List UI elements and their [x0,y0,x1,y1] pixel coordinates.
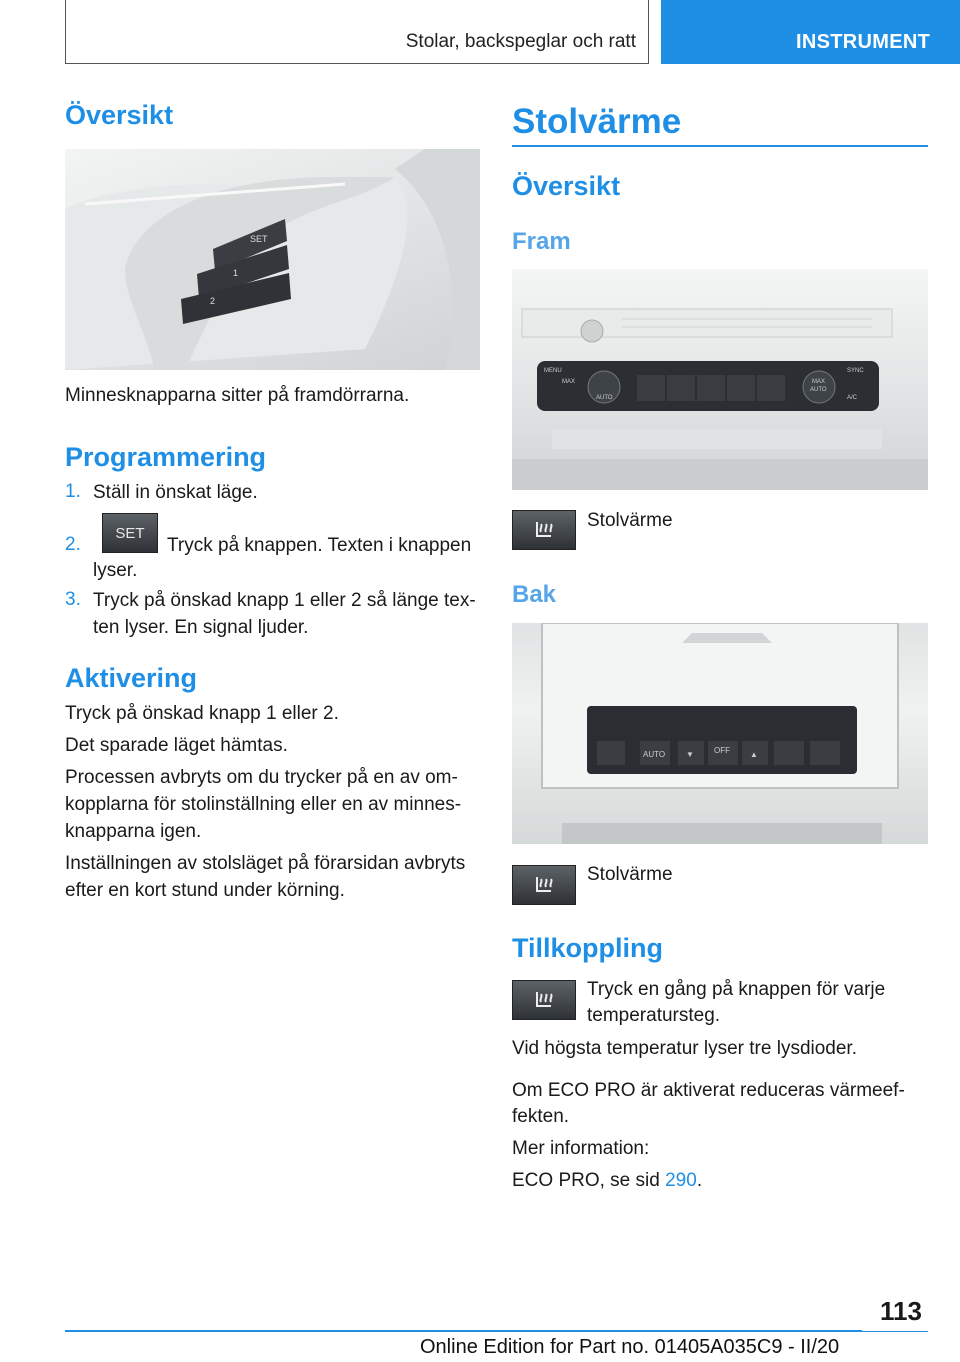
edition-note: Online Edition for Part no. 01405A035C9 - II/20 [420,1336,840,1358]
front-panel-drawing [512,269,928,490]
door-label-2: 2 [210,296,216,306]
door-memory-buttons-image [65,149,480,370]
front-heading: Fram [512,228,571,255]
step-number: 2. [65,534,81,555]
rear-heading: Bak [512,581,557,608]
step-number: 3. [65,589,81,610]
overview-heading: Översikt [65,100,174,130]
seat-heating-icon [512,865,576,905]
front-panel-label: MENU [544,368,562,374]
activation-text: Tryck på önskad knapp 1 eller 2. [65,703,339,724]
eco-page-link[interactable]: 290 [665,1170,697,1191]
page-number: 113 [880,1296,922,1326]
activation-text: kopplarna för stolinställning eller en av minnes- [65,794,462,815]
footer-rule-thin [862,1331,928,1332]
front-panel-label: SYNC [847,368,864,374]
activation-text: efter en kort stund under körning. [65,880,345,901]
step-text-cont: ten lyser. En signal ljuder. [93,617,309,638]
front-panel-label: MAX [562,379,576,385]
step-text-cont: lyser. [93,560,138,581]
eco-text: Om ECO PRO är aktiverat reduceras värmeef- [512,1080,905,1101]
eco-reference [512,1167,702,1194]
front-panel-label: A/C [847,395,858,401]
max-temp-text: Vid högsta temperatur lyser tre lysdioder. [512,1038,857,1059]
rear-panel-label: ▼ [686,750,694,759]
programming-heading: Programmering [65,442,267,472]
step-text: Tryck på önskad knapp 1 eller 2 så länge tex- [93,590,476,611]
activation-heading: Aktivering [65,663,198,693]
main-heading: Stolvärme [512,102,682,141]
header-chapter-tab[interactable]: INSTRUMENT [661,0,960,64]
switch-on-text: Tryck en gång på knappen för varje [587,979,886,1000]
step-text: Ställ in önskat läge. [93,482,258,503]
step-text: Tryck på knappen. Texten i knappen [167,535,472,556]
footer-rule [65,1330,862,1332]
activation-text: Processen avbryts om du trycker på en av om- [65,767,458,788]
seat-heating-icon [512,510,576,550]
door-label-1: 1 [233,268,239,278]
eco-reference-prefix: ECO PRO, se sid [512,1170,666,1191]
step-number: 1. [65,481,81,502]
activation-text: knapparna igen. [65,821,202,842]
seat-heating-icon [512,980,576,1020]
switch-on-heading: Tillkoppling [512,933,663,963]
door-label-set: SET [250,234,268,244]
rear-panel-label: ▲ [750,750,758,759]
heading-rule [512,145,928,147]
front-panel-label: MAX [812,379,826,385]
eco-reference-suffix: . [696,1170,703,1191]
front-panel-label: AUTO [810,387,827,393]
door-panel-drawing [65,149,480,370]
header-section-title: Stolar, backspeglar och ratt [65,0,649,64]
activation-text: Inställningen av stolsläget på förarsidan avbryts [65,853,466,874]
rear-panel-label: OFF [714,746,730,755]
front-climate-panel-image [512,269,928,490]
rear-caption: Stolvärme [587,864,673,885]
door-caption: Minnesknapparna sitter på framdörrarna. [65,385,410,406]
eco-text-cont: fekten. [512,1106,570,1127]
switch-on-text-cont: temperatursteg. [587,1005,721,1026]
activation-text: Det sparade läget hämtas. [65,735,288,756]
rear-panel-drawing [512,623,928,844]
front-panel-label: AUTO [596,395,613,401]
set-button-icon: SET [102,513,158,553]
overview-heading: Översikt [512,171,621,201]
more-info-label: Mer information: [512,1138,650,1159]
front-caption: Stolvärme [587,510,673,531]
rear-climate-panel-image [512,623,928,844]
rear-panel-label: AUTO [643,750,666,759]
